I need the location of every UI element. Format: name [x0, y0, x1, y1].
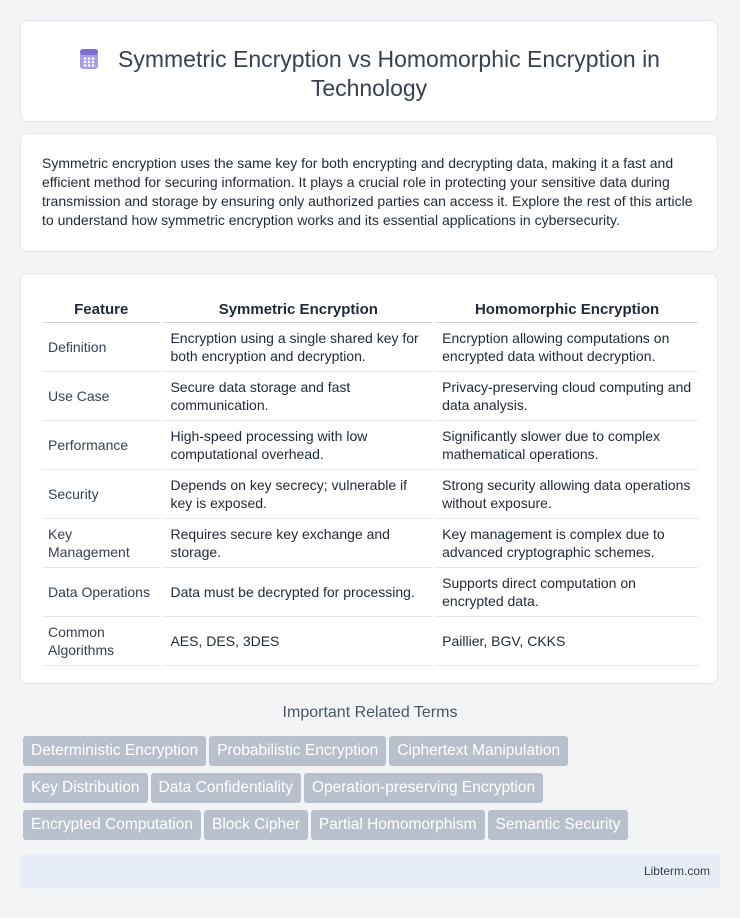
feature-cell: Performance	[42, 421, 160, 470]
symmetric-cell: AES, DES, 3DES	[160, 617, 432, 666]
tag-row	[23, 736, 723, 766]
footer	[20, 854, 720, 888]
header-feature: Feature	[42, 293, 160, 323]
related-terms-list	[23, 736, 723, 847]
tag-row	[23, 810, 723, 840]
symmetric-cell: Requires secure key exchange and storage.	[160, 519, 432, 568]
tag-operation-preserving-encryption[interactable]: Operation-preserving Encryption	[304, 773, 543, 803]
feature-cell: Security	[42, 470, 160, 519]
symmetric-cell: High-speed processing with low computational overhead.	[160, 421, 432, 470]
tag-encrypted-computation[interactable]: Encrypted Computation	[23, 810, 201, 840]
table-row	[42, 323, 698, 372]
feature-cell: Common Algorithms	[42, 617, 160, 666]
symmetric-cell: Depends on key secrecy; vulnerable if key is exposed.	[160, 470, 432, 519]
intro-paragraph: Symmetric encryption uses the same key for both encrypting and decrypting data, making it a fast and efficient method for securing information. It plays a crucial role in protecting your sensitive data during transmission and storage by ensuring only authorized parties can access it. Explore the rest of this article to understand how symmetric encryption works and its essential applications in cybersecurity.	[42, 155, 693, 228]
title-card	[20, 20, 718, 122]
table-row	[42, 519, 698, 568]
table-row	[42, 617, 698, 666]
feature-cell: Use Case	[42, 372, 160, 421]
homomorphic-cell: Supports direct computation on encrypted data.	[432, 568, 698, 617]
tag-row	[23, 773, 723, 803]
related-terms-title: Important Related Terms	[282, 704, 458, 721]
feature-cell: Key Management	[42, 519, 160, 568]
symmetric-cell: Data must be decrypted for processing.	[160, 568, 432, 617]
tag-semantic-security[interactable]: Semantic Security	[488, 810, 629, 840]
tag-key-distribution[interactable]: Key Distribution	[23, 773, 148, 803]
homomorphic-cell: Privacy-preserving cloud computing and data analysis.	[432, 372, 698, 421]
feature-cell: Definition	[42, 323, 160, 372]
homomorphic-cell: Strong security allowing data operations without exposure.	[432, 470, 698, 519]
header-homomorphic: Homomorphic Encryption	[432, 293, 698, 323]
calculator-icon	[78, 48, 100, 70]
tag-partial-homomorphism[interactable]: Partial Homomorphism	[311, 810, 485, 840]
comparison-card	[20, 273, 718, 684]
feature-cell: Data Operations	[42, 568, 160, 617]
comparison-table	[42, 293, 698, 666]
tag-block-cipher[interactable]: Block Cipher	[204, 810, 308, 840]
homomorphic-cell: Significantly slower due to complex mathematical operations.	[432, 421, 698, 470]
tag-deterministic-encryption[interactable]: Deterministic Encryption	[23, 736, 206, 766]
table-row	[42, 568, 698, 617]
symmetric-cell: Encryption using a single shared key for both encryption and decryption.	[160, 323, 432, 372]
tag-ciphertext-manipulation[interactable]: Ciphertext Manipulation	[389, 736, 568, 766]
page-title	[21, 45, 717, 103]
tag-probabilistic-encryption[interactable]: Probabilistic Encryption	[209, 736, 386, 766]
table-row	[42, 421, 698, 470]
tag-data-confidentiality[interactable]: Data Confidentiality	[151, 773, 301, 803]
homomorphic-cell: Key management is complex due to advanced cryptographic schemes.	[432, 519, 698, 568]
header-symmetric: Symmetric Encryption	[160, 293, 432, 323]
page-title-text: Symmetric Encryption vs Homomorphic Encryption in Technology	[118, 46, 660, 101]
intro-card	[20, 133, 718, 252]
table-row	[42, 372, 698, 421]
footer-site-link[interactable]: Libterm.com	[643, 864, 710, 878]
homomorphic-cell: Paillier, BGV, CKKS	[432, 617, 698, 666]
table-header-row	[42, 293, 698, 323]
homomorphic-cell: Encryption allowing computations on encrypted data without decryption.	[432, 323, 698, 372]
symmetric-cell: Secure data storage and fast communication.	[160, 372, 432, 421]
table-row	[42, 470, 698, 519]
